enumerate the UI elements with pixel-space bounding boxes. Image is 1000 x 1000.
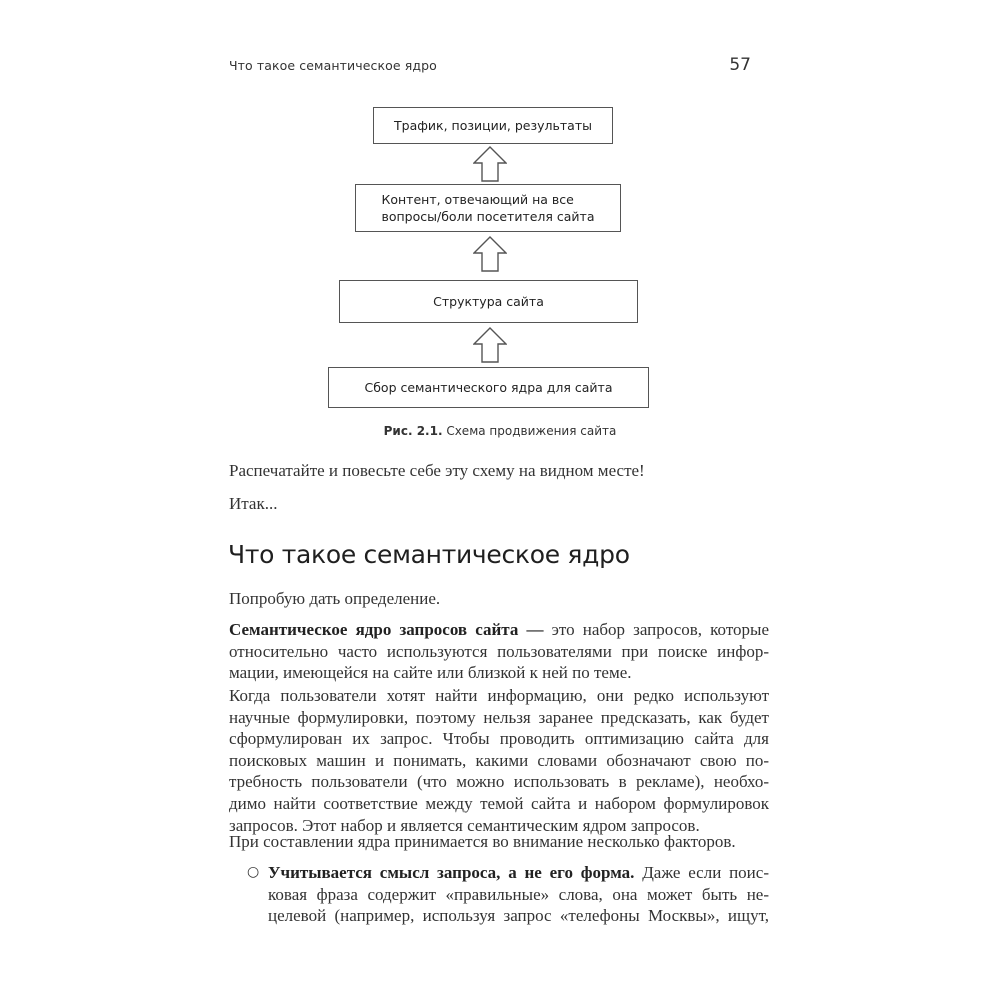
diagram-box-label: Структура сайта bbox=[433, 294, 544, 309]
diagram-box-label: Трафик, позиции, результаты bbox=[394, 118, 592, 133]
definition-text: это набор запросов, которые bbox=[543, 620, 769, 639]
bullet-text bbox=[268, 862, 769, 927]
paragraph-line: сформулирован их запрос. Чтобы проводить оптимизацию сайта для bbox=[229, 729, 769, 749]
factors-paragraph: При составлении ядра принимается во внимание несколько факторов. bbox=[229, 832, 736, 851]
intro-paragraph: Распечатайте и повесьте себе эту схему на видном месте! bbox=[229, 461, 645, 480]
definition-text: мации, имеющейся на сайте или близкой к ней по теме. bbox=[229, 663, 632, 683]
diagram-box-label: Сбор семантического ядра для сайта bbox=[364, 380, 613, 395]
intro-paragraph: Итак... bbox=[229, 494, 278, 513]
bullet-bold-lead: Учитывается смысл запроса, а не его форма. bbox=[268, 863, 635, 882]
paragraph-line: димо найти соответствие между темой сайта и набором формулировок bbox=[229, 793, 769, 813]
bullet-text-line: ковая фраза содержит «правильные» слова, она может быть не- bbox=[268, 884, 769, 904]
paragraph-line: требность пользователи (что можно использовать в рекламе), необхо- bbox=[229, 772, 769, 792]
bullet-text-line: Даже если поис- bbox=[634, 863, 769, 882]
paragraph-line: запросов. Этот набор и является семантическим ядром запросов. bbox=[229, 815, 700, 835]
definition-text: относительно часто используются пользователями при поиске инфор- bbox=[229, 641, 769, 661]
promotion-scheme-diagram bbox=[0, 0, 1000, 450]
users-paragraph bbox=[229, 685, 769, 836]
figure-caption-label: Рис. 2.1. bbox=[383, 424, 443, 438]
up-arrow-icon bbox=[473, 146, 507, 182]
definition-paragraph bbox=[229, 619, 769, 684]
diagram-box-label-line: вопросы/боли посетителя сайта bbox=[381, 209, 595, 224]
diagram-box-label-line: Контент, отвечающий на все bbox=[381, 192, 574, 207]
up-arrow-icon bbox=[473, 236, 507, 272]
definition-intro-paragraph: Попробую дать определение. bbox=[229, 589, 441, 608]
diagram-box-site-structure bbox=[339, 280, 638, 323]
paragraph-line: научные формулировки, поэтому нельзя заранее предсказать, как будет bbox=[229, 707, 769, 727]
definition-term: Семантическое ядро запросов сайта — bbox=[229, 620, 544, 639]
diagram-box-traffic bbox=[373, 107, 613, 144]
up-arrow-icon bbox=[473, 327, 507, 363]
circle-bullet-icon: ○ bbox=[247, 864, 260, 880]
paragraph-line: Когда пользователи хотят найти информацию, они редко используют bbox=[229, 686, 769, 705]
diagram-box-semantic-core bbox=[328, 367, 649, 408]
figure-caption-text: Схема продвижения сайта bbox=[442, 424, 617, 438]
diagram-box-content bbox=[355, 184, 621, 232]
section-heading: Что такое семантическое ядро bbox=[228, 540, 630, 569]
running-head: Что такое семантическое ядро bbox=[229, 58, 437, 73]
figure-caption bbox=[0, 424, 1000, 438]
paragraph-line: поисковых машин и понимать, какими словами обозначают свою по- bbox=[229, 750, 769, 770]
bullet-text-line: целевой (например, используя запрос «телефоны Москвы», ищут, bbox=[268, 906, 769, 926]
page-number: 57 bbox=[729, 55, 751, 75]
